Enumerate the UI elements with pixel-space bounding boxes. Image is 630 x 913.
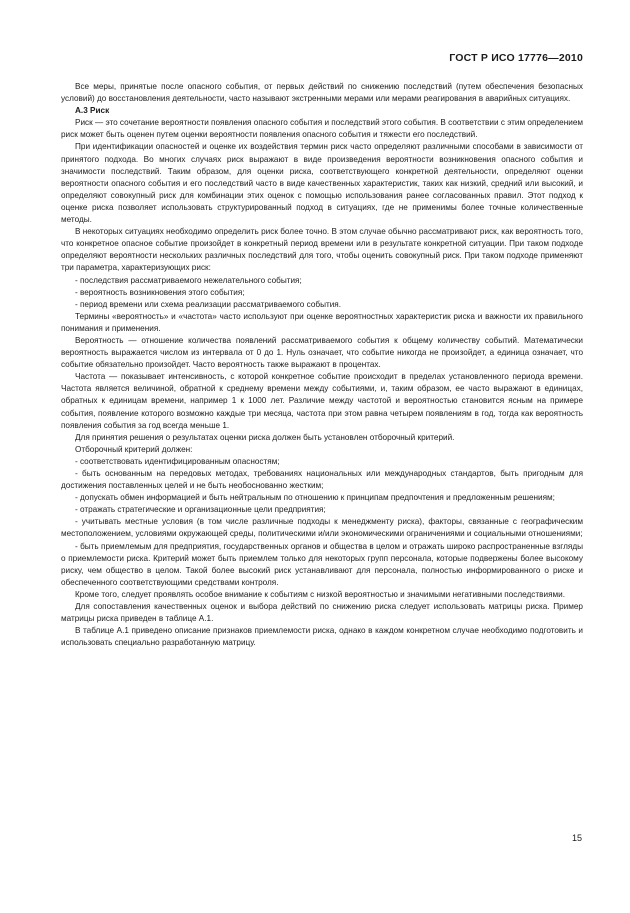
- section-heading-risk: А.3 Риск: [75, 106, 110, 116]
- list-item-criterion: - допускать обмен информацией и быть нейтральным по отношению к принципам предпочтения и предложенным решениям;: [75, 493, 555, 503]
- list-item-criterion: - соответствовать идентифицированным опасностям;: [75, 456, 280, 466]
- paragraph-emergency-measures: Все меры, принятые после опасного события, от первых действий по снижению последствий (путем обеспечения безопасных условий) до восстановления деятельности, часто называют экстренными мерами или мерами реагирования в аварийных ситуациях.: [61, 82, 583, 104]
- paragraph-screening-criterion: Для принятия решения о результатах оценки риска должен быть установлен отборочный критерий.: [75, 432, 455, 442]
- list-item-consequences: - последствия рассматриваемого нежелательного события;: [75, 275, 302, 285]
- list-item-time-period: - период времени или схема реализации рассматриваемого события.: [75, 299, 341, 309]
- paragraph-criterion-must: Отборочный критерий должен:: [75, 444, 193, 454]
- list-item-criterion: - быть основанным на передовых методах, требованиях национальных или международных стандартов, быть пригодным для достижения поставленных целей и не быть необоснованно жестким;: [61, 469, 583, 491]
- document-header: ГОСТ Р ИСО 17776—2010: [449, 52, 583, 64]
- paragraph-risk-matrix: Для сопоставления качественных оценок и выбора действий по снижению риска следует использовать матрицы риска. Пример матрицы риска приведен в таблице А.1.: [61, 602, 583, 624]
- list-item-probability: - вероятность возникновения этого события;: [75, 287, 245, 297]
- paragraph-table-reference: В таблице А.1 приведено описание признаков приемлемости риска, однако в каждом конкретном случае необходимо подготовить и использовать специально разработанную матрицу.: [61, 626, 583, 648]
- list-item-criterion: - отражать стратегические и организационные цели предприятия;: [75, 505, 326, 515]
- paragraph-precise-risk: В некоторых ситуациях необходимо определить риск более точно. В этом случае обычно рассматривают риск, как вероятность того, что конкретное опасное событие произойдет в конкретный период времени или в результате конкретной ситуации. При таком подходе определяют вероятности нескольких различных последствий для того, чтобы оценить совокупный риск. При таком подходе применяют три параметра, характеризующих риск:: [61, 227, 583, 273]
- paragraph-probability: Вероятность — отношение количества появлений рассматриваемого события к общему количеству событий. Математически вероятность выражается числом из интервала от 0 до 1. Нуль означает, что событие никогда не произойдет, а единица означает, что событие обязательно произойдет. Часто вероятность также выражают в процентах.: [61, 335, 583, 370]
- page-number: 15: [571, 833, 582, 843]
- paragraph-low-probability: Кроме того, следует проявлять особое внимание к событиям с низкой вероятностью и значимыми негативными последствиями.: [75, 589, 565, 599]
- list-item-criterion: - учитывать местные условия (в том числе различные подходы к менеджменту риска), факторы, связанные с географическим местоположением, условиями окружающей среды, политическими и/или экономическими ограничениями и социальными отношениями;: [61, 517, 583, 539]
- paragraph-risk-approaches: При идентификации опасностей и оценке их воздействия термин риск часто определяют различными способами в зависимости от принятого подхода. Во многих случаях риск выражают в виде произведения вероятности возникновения опасного события и значимости последствий. Таким образом, для оценки риска, соответствующего конкретной деятельности, определяют оценки вероятности опасного события и его последствий часто в виде качественных характеристик, таких как низкий, средний или высокий, и определяют совокупный риск для комбинации этих оценок с помощью использования ранее согласованных правил. Этот подход к оценке риска позволяет использовать структурированный подход в ситуациях, где не применимы более точные количественные методы.: [61, 142, 583, 225]
- paragraph-risk-definition: Риск — это сочетание вероятности появления опасного события и последствий этого события. В соответствии с этим определением риск может быть оценен путем оценки вероятности появления опасного события и тяжести его последствий.: [61, 118, 583, 140]
- document-body: [61, 81, 583, 649]
- list-item-criterion: - быть приемлемым для предприятия, государственных органов и общества в целом и отражать широко распространенные взгляды о приемлемости риска. Критерий может быть приемлем только для некоторых групп персонала, которые подвержены более высокому риску, чем общество в целом. Такой более высокий риск устанавливают для персонала, полностью информированного о риске и обеспеченного соответствующими средствами контроля.: [61, 541, 583, 587]
- paragraph-terms: Термины «вероятность» и «частота» часто используют при оценке вероятностных характеристик риска и важности их правильного понимания и применения.: [61, 311, 583, 333]
- paragraph-frequency: Частота — показывает интенсивность, с которой конкретное событие происходит в пределах установленного периода времени. Частота является величиной, обратной к среднему времени между событиями, и, таким образом, ее часто выражают в единицах, обратных к единицам времени, например 1 к 1000 лет. Различие между частотой и вероятностью становится ясным на примере события, появление которого возможно каждые три месяца, частота при этом равна четырем появлениям в год, тогда как вероятность появления события за год всегда меньше 1.: [61, 372, 583, 430]
